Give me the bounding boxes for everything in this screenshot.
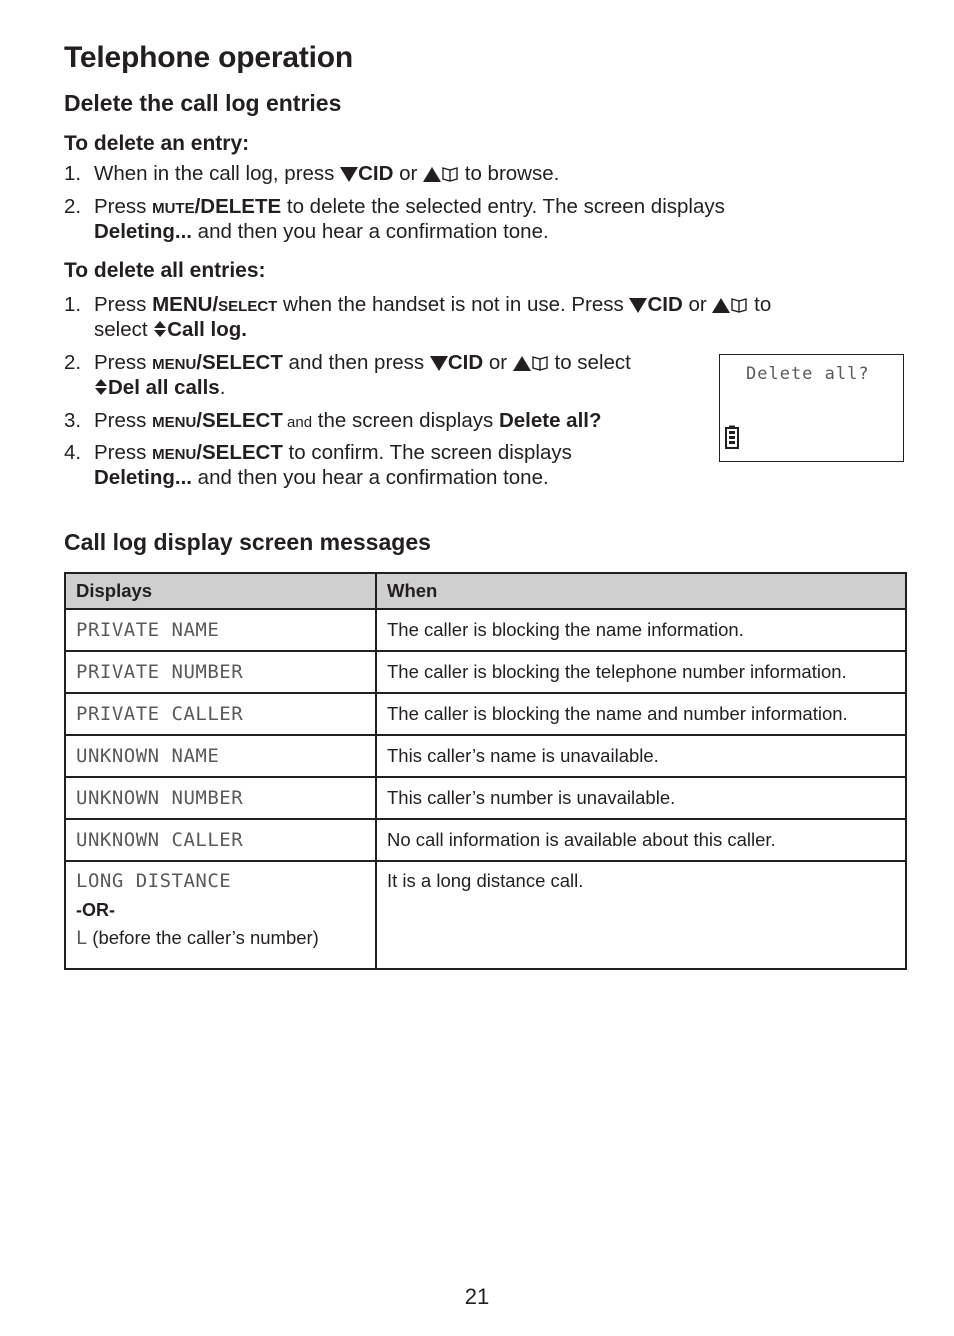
handset-screen — [719, 354, 904, 462]
delete-all-text: Delete all? — [498, 409, 602, 432]
section-heading-screen-messages: Call log display screen messages — [64, 529, 431, 555]
display-cell: UNKNOWN NUMBER — [65, 777, 376, 819]
delete-entry-step-2 — [64, 194, 824, 246]
select-key: /SELECT — [196, 351, 283, 374]
table-row — [65, 777, 906, 819]
cid-key: CID — [447, 351, 484, 374]
step-text: and then you hear a confirmation tone. — [191, 466, 549, 489]
menu-key: MENU — [152, 446, 197, 463]
step-number: 2. — [64, 195, 82, 218]
menu-key: MENU — [152, 414, 197, 431]
step-text: . — [219, 376, 226, 399]
subheading-delete-all: To delete all entries: — [64, 259, 266, 282]
step-text: and then press — [282, 351, 430, 374]
step-text: Press — [94, 441, 153, 464]
menu-key: MENU/ — [152, 293, 219, 316]
table-row — [65, 735, 906, 777]
phonebook-icon — [441, 162, 459, 185]
when-cell: The caller is blocking the telephone number information. — [376, 651, 906, 693]
up-down-arrow-icon — [153, 318, 167, 341]
display-cell: UNKNOWN CALLER — [65, 819, 376, 861]
step-text: and — [282, 414, 313, 431]
page-title: Telephone operation — [64, 41, 353, 74]
menu-key: MENU — [152, 356, 197, 373]
table-row — [65, 609, 906, 651]
delete-all-step-3 — [64, 408, 704, 434]
when-cell: No call information is available about this caller. — [376, 819, 906, 861]
step-number: 4. — [64, 441, 82, 464]
when-cell: The caller is blocking the name and number information. — [376, 693, 906, 735]
delete-all-step-1 — [64, 292, 864, 344]
symbol-note-text: (before the caller’s number) — [87, 927, 319, 948]
column-header-when: When — [376, 573, 906, 609]
long-distance-display: LONG DISTANCE — [76, 870, 232, 892]
step-text: and then you hear a confirmation tone. — [191, 220, 549, 243]
deleting-text: Deleting... — [94, 220, 192, 243]
step-text: to confirm. The screen displays — [282, 441, 572, 464]
down-arrow-icon — [430, 351, 448, 374]
phonebook-icon — [531, 351, 549, 374]
select-key: /SELECT — [196, 409, 283, 432]
up-arrow-icon — [712, 293, 730, 316]
step-text: to delete the selected entry. The screen displays — [281, 195, 725, 218]
step-text: When in the call log, press — [94, 162, 341, 185]
select-key: /SELECT — [196, 441, 283, 464]
step-text: Press — [94, 195, 153, 218]
or-label: -OR- — [76, 900, 115, 920]
up-down-arrow-icon — [94, 376, 108, 399]
del-all-calls-option: Del all calls — [108, 376, 220, 399]
table-row — [65, 693, 906, 735]
display-cell: UNKNOWN NAME — [65, 735, 376, 777]
table-row — [65, 651, 906, 693]
down-arrow-icon — [629, 293, 647, 316]
table-row — [65, 861, 906, 969]
step-number: 3. — [64, 409, 82, 432]
battery-icon — [725, 425, 739, 454]
when-cell: The caller is blocking the name information. — [376, 609, 906, 651]
display-cell: PRIVATE NAME — [65, 609, 376, 651]
column-header-displays: Displays — [65, 573, 376, 609]
step-text: to select — [548, 351, 631, 374]
cid-key: CID — [358, 162, 394, 185]
step-number: 2. — [64, 351, 82, 374]
step-number: 1. — [64, 162, 82, 185]
select-key: SELECT — [218, 298, 278, 315]
phonebook-icon — [730, 293, 748, 316]
step-number: 1. — [64, 293, 82, 316]
when-cell: This caller’s number is unavailable. — [376, 777, 906, 819]
when-cell: It is a long distance call. — [376, 861, 906, 969]
step-text: when the handset is not in use. Press — [277, 293, 630, 316]
table-header-row — [65, 573, 906, 609]
long-distance-symbol-note — [76, 927, 365, 949]
display-cell — [65, 861, 376, 969]
display-cell: PRIVATE NUMBER — [65, 651, 376, 693]
step-text: Press — [94, 351, 153, 374]
section-heading-delete-call-log: Delete the call log entries — [64, 90, 342, 116]
step-text: or — [393, 162, 424, 185]
display-cell: PRIVATE CALLER — [65, 693, 376, 735]
step-text: the screen displays — [312, 409, 499, 432]
call-log-option: Call log. — [167, 318, 247, 341]
table-row — [65, 819, 906, 861]
delete-key: /DELETE — [194, 195, 282, 218]
delete-all-step-4 — [64, 440, 704, 492]
up-arrow-icon — [513, 351, 531, 374]
screen-message: Delete all? — [746, 364, 870, 384]
screen-messages-table — [64, 572, 907, 970]
mute-key: MUTE — [152, 200, 195, 217]
down-arrow-icon — [340, 162, 358, 185]
when-cell: This caller’s name is unavailable. — [376, 735, 906, 777]
page-number: 21 — [464, 1284, 490, 1309]
step-text: or — [682, 293, 713, 316]
subheading-delete-entry: To delete an entry: — [64, 132, 250, 155]
step-text: to browse. — [459, 162, 560, 185]
up-arrow-icon — [423, 162, 441, 185]
delete-all-step-2 — [64, 350, 704, 402]
cid-key: CID — [647, 293, 683, 316]
deleting-text: Deleting... — [94, 466, 192, 489]
long-distance-symbol: L — [76, 928, 88, 949]
step-text: Press — [94, 409, 153, 432]
step-text: select — [94, 318, 154, 341]
step-text: Press — [94, 293, 153, 316]
step-text: or — [483, 351, 513, 374]
step-text: to — [748, 293, 772, 316]
